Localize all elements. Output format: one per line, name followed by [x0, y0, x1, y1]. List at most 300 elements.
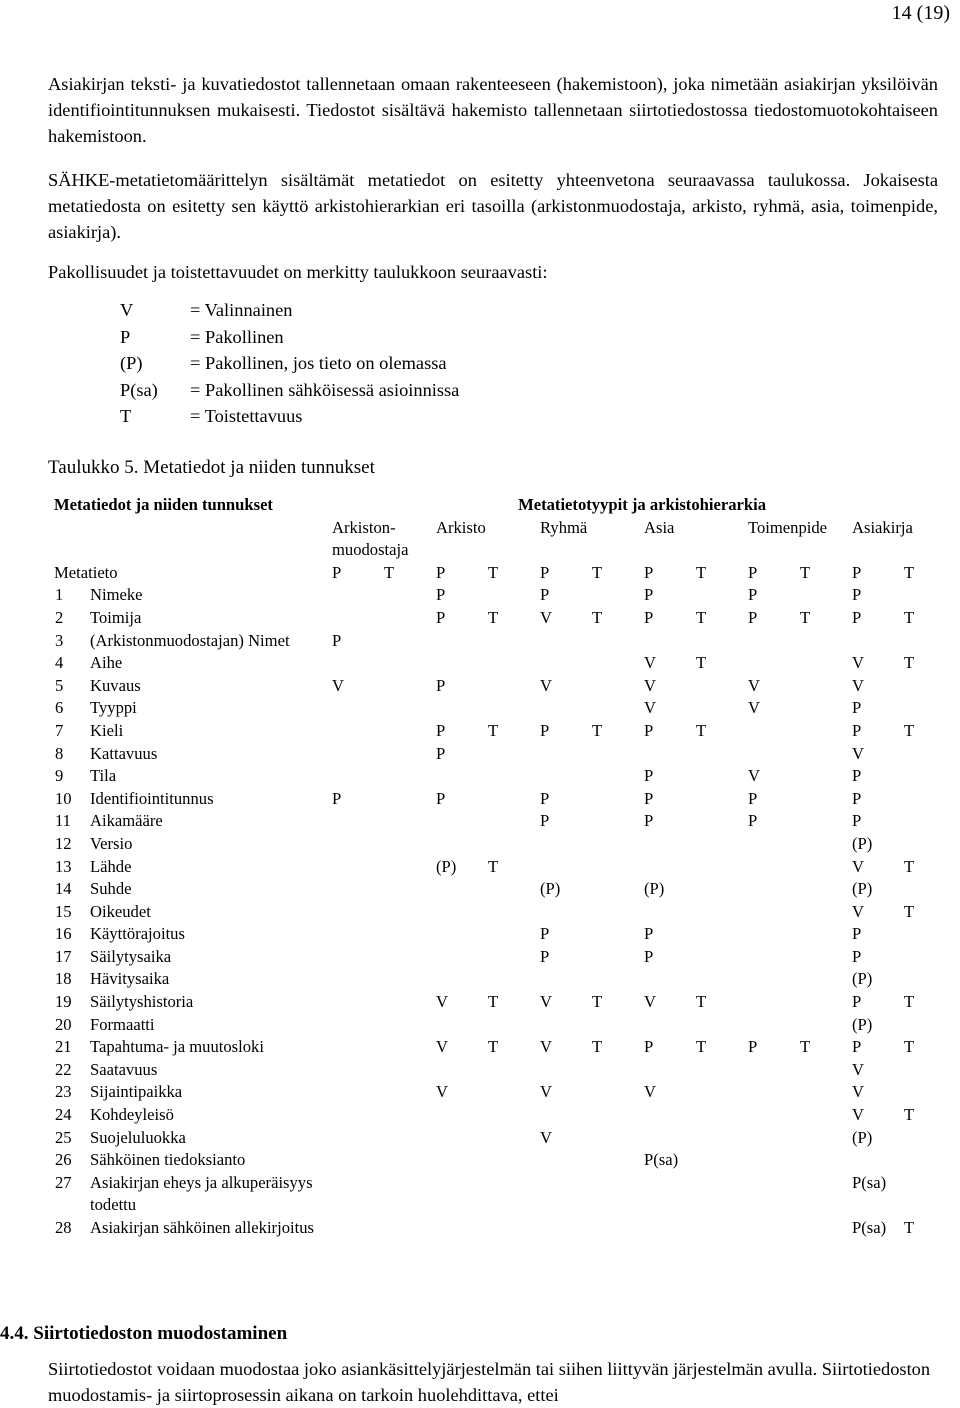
table-cell: P [332, 630, 342, 650]
table-cell [537, 1014, 589, 1037]
table-cell [433, 923, 485, 946]
table-cell [485, 743, 537, 766]
table-cell [329, 878, 381, 901]
metadata-name: Saatavuus [90, 1059, 158, 1079]
table-cell [329, 607, 381, 630]
table-cell [381, 607, 433, 630]
table-cell: P [748, 607, 758, 627]
table-cell [589, 630, 641, 653]
table-cell [381, 1172, 433, 1217]
table-cell [693, 1172, 745, 1217]
section-title: 4.4. Siirtotiedoston muodostaminen [0, 1323, 288, 1344]
table-cell [797, 697, 849, 720]
table-cell: V [540, 675, 552, 695]
table-cell: P [852, 788, 862, 808]
table-cell [797, 833, 849, 856]
table-cell [589, 1172, 641, 1217]
table-cell: P [540, 946, 550, 966]
row-number: 7 [55, 720, 64, 740]
table-cell [485, 1014, 537, 1037]
metadata-name: Asiakirjan eheys ja alkuperäisyys todettu [90, 1172, 313, 1215]
table-cell: P [540, 811, 550, 831]
table-cell [537, 765, 589, 788]
table-cell [485, 630, 537, 653]
row-number: 3 [55, 630, 64, 650]
table-cell: V [748, 766, 760, 786]
table-cell [329, 901, 381, 924]
table-cell [797, 1104, 849, 1127]
row-number: 4 [55, 653, 64, 673]
table-cell: P [852, 946, 862, 966]
table-cell [589, 810, 641, 833]
subheader-cell: P [332, 562, 342, 582]
legend-key: V [120, 300, 134, 320]
table-cell [797, 1172, 849, 1217]
table-row [51, 1217, 955, 1240]
table-cell [381, 856, 433, 879]
table-cell [485, 946, 537, 969]
metadata-name: Nimeke [90, 585, 143, 605]
metadata-name: Käyttörajoitus [90, 924, 185, 944]
table-cell [589, 788, 641, 811]
table-cell [537, 697, 589, 720]
row-number: 17 [55, 946, 72, 966]
table-cell [381, 720, 433, 743]
table-cell [381, 765, 433, 788]
table-cell [589, 1217, 641, 1240]
table-cell [381, 788, 433, 811]
table-cell [797, 810, 849, 833]
table-cell [693, 1127, 745, 1150]
table-cell [485, 1104, 537, 1127]
table-cell [901, 946, 955, 969]
table-cell [329, 1081, 381, 1104]
table-cell [797, 856, 849, 879]
table-cell: P [852, 992, 862, 1012]
table-cell: P [332, 788, 342, 808]
table-cell [589, 675, 641, 698]
row-number: 10 [55, 788, 72, 808]
table-cell [797, 878, 849, 901]
table-cell [901, 675, 955, 698]
metadata-name: Sijaintipaikka [90, 1082, 183, 1102]
table-cell: T [488, 1037, 499, 1057]
table-row [51, 878, 955, 901]
table-cell: (P) [852, 1014, 873, 1034]
table-cell: V [644, 653, 656, 673]
table-cell: (P) [644, 879, 665, 899]
subheader-cell: T [592, 562, 603, 582]
table-cell: T [904, 653, 915, 673]
table-cell [329, 946, 381, 969]
subheader-cell: T [904, 562, 915, 582]
row-number: 16 [55, 924, 72, 944]
table-cell [901, 765, 955, 788]
paragraph-metadata-summary: SÄHKE-metatietomäärittelyn sisältämät metatiedot on esitetty yhteenvetona seuraavassa taulukossa. Jokaisesta metatiedosta on esitetty sen käyttö arkistohierarkian eri tasoilla (arkistonmuodostaja, arkisto, ryhmä, asia, toimenpide, asiakirja). [48, 170, 938, 242]
table-cell: P [852, 607, 862, 627]
level-header: Ryhmä [540, 517, 588, 537]
table-cell: P [644, 1037, 654, 1057]
table-cell: (P) [540, 879, 561, 899]
table-cell [745, 1172, 797, 1217]
legend-value: = Toistettavuus [190, 406, 303, 426]
table-cell: T [904, 720, 915, 740]
table-cell [589, 878, 641, 901]
table-cell [797, 991, 849, 1014]
legend-item [120, 350, 459, 377]
table-cell: T [800, 607, 811, 627]
table-cell [433, 833, 485, 856]
table-cell [485, 652, 537, 675]
table-cell [745, 1081, 797, 1104]
table-cell [641, 1059, 693, 1082]
table-cell: V [852, 856, 864, 876]
subheader-cell: P [540, 562, 550, 582]
table-cell [537, 1172, 589, 1217]
table-cell: P(sa) [852, 1172, 887, 1192]
metadata-name: Tapahtuma- ja muutosloki [90, 1037, 264, 1057]
table-cell [901, 630, 955, 653]
table-cell [381, 833, 433, 856]
metadata-name: Kieli [90, 720, 124, 740]
row-number: 1 [55, 585, 64, 605]
table-row [51, 810, 955, 833]
table-cell: T [904, 992, 915, 1012]
table-cell [797, 765, 849, 788]
table-cell [329, 1172, 381, 1217]
subheader-cell: T [488, 562, 499, 582]
legend-key: (P) [120, 353, 143, 373]
table-cell [849, 630, 901, 653]
table-cell: V [540, 607, 552, 627]
table-cell [901, 1014, 955, 1037]
table-cell [745, 1149, 797, 1172]
table-cell: (P) [436, 856, 457, 876]
table-cell [329, 810, 381, 833]
metadata-name: Tila [90, 766, 117, 786]
table-cell [901, 697, 955, 720]
level-header: Asia [644, 517, 675, 537]
table-cell: V [852, 1059, 864, 1079]
table-cell: T [800, 1037, 811, 1057]
table-cell [329, 765, 381, 788]
table-cell [641, 1104, 693, 1127]
table-cell: P [436, 607, 446, 627]
table-cell [589, 968, 641, 991]
metadata-name: Identifiointitunnus [90, 788, 214, 808]
row-number: 20 [55, 1014, 72, 1034]
table-cell [589, 946, 641, 969]
table-cell [693, 584, 745, 607]
metadata-name: Aihe [90, 653, 123, 673]
table-cell: V [852, 901, 864, 921]
row-number: 5 [55, 675, 64, 695]
table-cell: T [904, 1037, 915, 1057]
table-cell [433, 1217, 485, 1240]
legend [120, 297, 459, 430]
table-cell [797, 743, 849, 766]
row-number: 9 [55, 766, 64, 786]
table-cell [433, 946, 485, 969]
legend-value: = Valinnainen [190, 300, 293, 320]
table-row [51, 652, 955, 675]
table-cell: V [540, 1127, 552, 1147]
table-cell: V [540, 1082, 552, 1102]
table-cell [901, 743, 955, 766]
legend-key: P(sa) [120, 379, 158, 400]
table-cell [485, 968, 537, 991]
table-row [51, 946, 955, 969]
table-cell [329, 652, 381, 675]
table-cell [329, 1036, 381, 1059]
table-row [51, 1081, 955, 1104]
metadata-name: Formaatti [90, 1014, 155, 1034]
metadata-name: (Arkistonmuodostajan) Nimet [90, 630, 290, 650]
table-cell: P [436, 585, 446, 605]
table-cell [485, 810, 537, 833]
subheader-cell: P [644, 562, 654, 582]
table-cell [641, 630, 693, 653]
table-cell [797, 720, 849, 743]
legend-value: = Pakollinen [190, 326, 284, 347]
table-cell [537, 652, 589, 675]
table-cell: T [488, 856, 499, 876]
table-cell [589, 652, 641, 675]
table-cell [693, 946, 745, 969]
table-cell: V [436, 1037, 448, 1057]
table-cell [641, 1127, 693, 1150]
table-cell [849, 1149, 901, 1172]
metadata-name: Tyyppi [90, 698, 137, 718]
level-header: Asiakirja [852, 517, 913, 537]
table-cell: V [644, 1082, 656, 1102]
table-cell [589, 901, 641, 924]
table-cell [433, 1127, 485, 1150]
table-cell: P [644, 788, 654, 808]
table-cell [693, 1081, 745, 1104]
table-cell [693, 1149, 745, 1172]
table-cell [745, 833, 797, 856]
table-cell [745, 923, 797, 946]
table-cell [693, 697, 745, 720]
table-cell: P [644, 720, 654, 740]
table-cell: T [488, 720, 499, 740]
metadata-name: Kattavuus [90, 743, 158, 763]
table-cell: P [540, 788, 550, 808]
table-cell [745, 743, 797, 766]
table-cell [797, 652, 849, 675]
table-cell [433, 1014, 485, 1037]
table-cell: P [748, 585, 758, 605]
table-cell [485, 1217, 537, 1240]
table-cell [589, 743, 641, 766]
table-cell [381, 901, 433, 924]
table-cell [329, 720, 381, 743]
table-cell [589, 765, 641, 788]
table-cell [589, 1081, 641, 1104]
table-cell [901, 1059, 955, 1082]
table-cell [381, 697, 433, 720]
table-cell: T [904, 1105, 915, 1125]
metadata-name: Versio [90, 833, 133, 853]
table-cell [693, 1104, 745, 1127]
table-cell: P [644, 924, 654, 944]
table-cell: (P) [852, 833, 873, 853]
table-cell: P(sa) [852, 1218, 887, 1237]
table-cell [693, 765, 745, 788]
table-cell: V [852, 1105, 864, 1125]
table-cell: T [592, 992, 603, 1012]
metadata-name: Hävitysaika [90, 969, 170, 989]
table-cell [797, 968, 849, 991]
row-number: 23 [55, 1082, 72, 1102]
table-cell [433, 652, 485, 675]
table-cell [485, 1172, 537, 1217]
row-number: 21 [55, 1037, 72, 1057]
table-cell [589, 1059, 641, 1082]
table-cell [329, 1059, 381, 1082]
table-cell: P(sa) [644, 1150, 679, 1170]
subheader-cell: P [852, 562, 862, 582]
table-row [51, 697, 955, 720]
table-cell [745, 1014, 797, 1037]
table-cell: T [592, 720, 603, 740]
table-cell: P [644, 607, 654, 627]
table-cell: V [852, 1082, 864, 1102]
table-cell: T [904, 901, 915, 921]
table-cell [537, 630, 589, 653]
metadata-name: Toimija [90, 607, 142, 627]
table-cell [745, 1127, 797, 1150]
table-cell [381, 652, 433, 675]
table-cell [901, 833, 955, 856]
table-cell [693, 810, 745, 833]
table-cell: T [696, 607, 707, 627]
table-cell [693, 923, 745, 946]
table-row [51, 743, 955, 766]
table-row [51, 968, 955, 991]
table-cell [381, 1104, 433, 1127]
table-cell [381, 1081, 433, 1104]
table-cell [693, 1014, 745, 1037]
subheader-cell: T [800, 562, 811, 582]
table-cell [537, 1104, 589, 1127]
legend-item [120, 377, 459, 404]
table-cell [745, 946, 797, 969]
table-cell: V [540, 1037, 552, 1057]
table-cell: P [644, 585, 654, 605]
row-number: 27 [55, 1172, 72, 1192]
table-cell [589, 833, 641, 856]
table-cell [693, 743, 745, 766]
table-cell [693, 833, 745, 856]
table-cell [901, 584, 955, 607]
table-cell [901, 1081, 955, 1104]
table-cell [745, 1059, 797, 1082]
row-number: 6 [55, 698, 64, 718]
table-cell [745, 1217, 797, 1240]
row-number: 25 [55, 1127, 72, 1147]
legend-key: P [120, 326, 131, 347]
table-cell: P [852, 720, 862, 740]
table-cell: V [644, 992, 656, 1012]
level-header: Arkisto [436, 517, 486, 537]
table-cell [537, 901, 589, 924]
table-cell: P [540, 585, 550, 605]
subheader-label: Metatieto [54, 562, 118, 582]
table-cell [381, 923, 433, 946]
table-cell [589, 584, 641, 607]
metadata-name: Sähköinen tiedoksianto [90, 1150, 246, 1170]
table-cell [745, 901, 797, 924]
table-cell [381, 584, 433, 607]
table-cell: V [852, 675, 864, 695]
table-cell: P [436, 788, 446, 808]
table-cell [381, 810, 433, 833]
page-number: 14 (19) [891, 2, 950, 24]
table-cell [381, 1059, 433, 1082]
table-cell: T [696, 992, 707, 1012]
table-cell [537, 1149, 589, 1172]
table-cell: (P) [852, 969, 873, 989]
table-cell [381, 946, 433, 969]
table-cell: P [748, 788, 758, 808]
table-row [51, 1104, 955, 1127]
row-number: 2 [55, 607, 64, 627]
table-cell: V [748, 675, 760, 695]
table-cell [485, 833, 537, 856]
row-number: 28 [55, 1218, 72, 1237]
table-cell [381, 878, 433, 901]
table-cell [329, 1104, 381, 1127]
metadata-name: Säilytysaika [90, 946, 172, 966]
table-cell [693, 878, 745, 901]
table-cell: T [904, 1218, 915, 1237]
table-cell [433, 697, 485, 720]
table-cell: P [436, 675, 446, 695]
table-cell [329, 1149, 381, 1172]
row-number: 11 [55, 811, 71, 831]
table-cell: T [592, 607, 603, 627]
table-cell [329, 1014, 381, 1037]
table-cell [433, 968, 485, 991]
table-row [51, 1149, 955, 1172]
table-cell [797, 946, 849, 969]
table-cell [433, 765, 485, 788]
table-cell [381, 675, 433, 698]
table-cell [329, 923, 381, 946]
table-cell [797, 1217, 849, 1240]
table-cell [901, 878, 955, 901]
table-cell [797, 630, 849, 653]
table-cell: V [644, 675, 656, 695]
table-cell [485, 1127, 537, 1150]
subheader-cell: T [696, 562, 707, 582]
table-cell [329, 991, 381, 1014]
table-cell [381, 1217, 433, 1240]
metadata-name: Oikeudet [90, 901, 151, 921]
table-cell [589, 923, 641, 946]
table-cell [433, 901, 485, 924]
table-cell [589, 697, 641, 720]
table-cell [433, 810, 485, 833]
table-cell [797, 584, 849, 607]
paragraph-intro: Asiakirjan teksti- ja kuvatiedostot tallennetaan omaan rakenteeseen (hakemistoon), joka nimetään asiakirjan yksilöivän identifiointitunnuksen mukaisesti. Tiedostot sisältävä hakemisto tallennetaan siirtotiedostossa tiedostomuotokohtaiseen hakemistoon. [48, 74, 938, 146]
table-cell [797, 675, 849, 698]
table-cell [537, 1217, 589, 1240]
table-cell [381, 991, 433, 1014]
table-cell: P [540, 720, 550, 740]
